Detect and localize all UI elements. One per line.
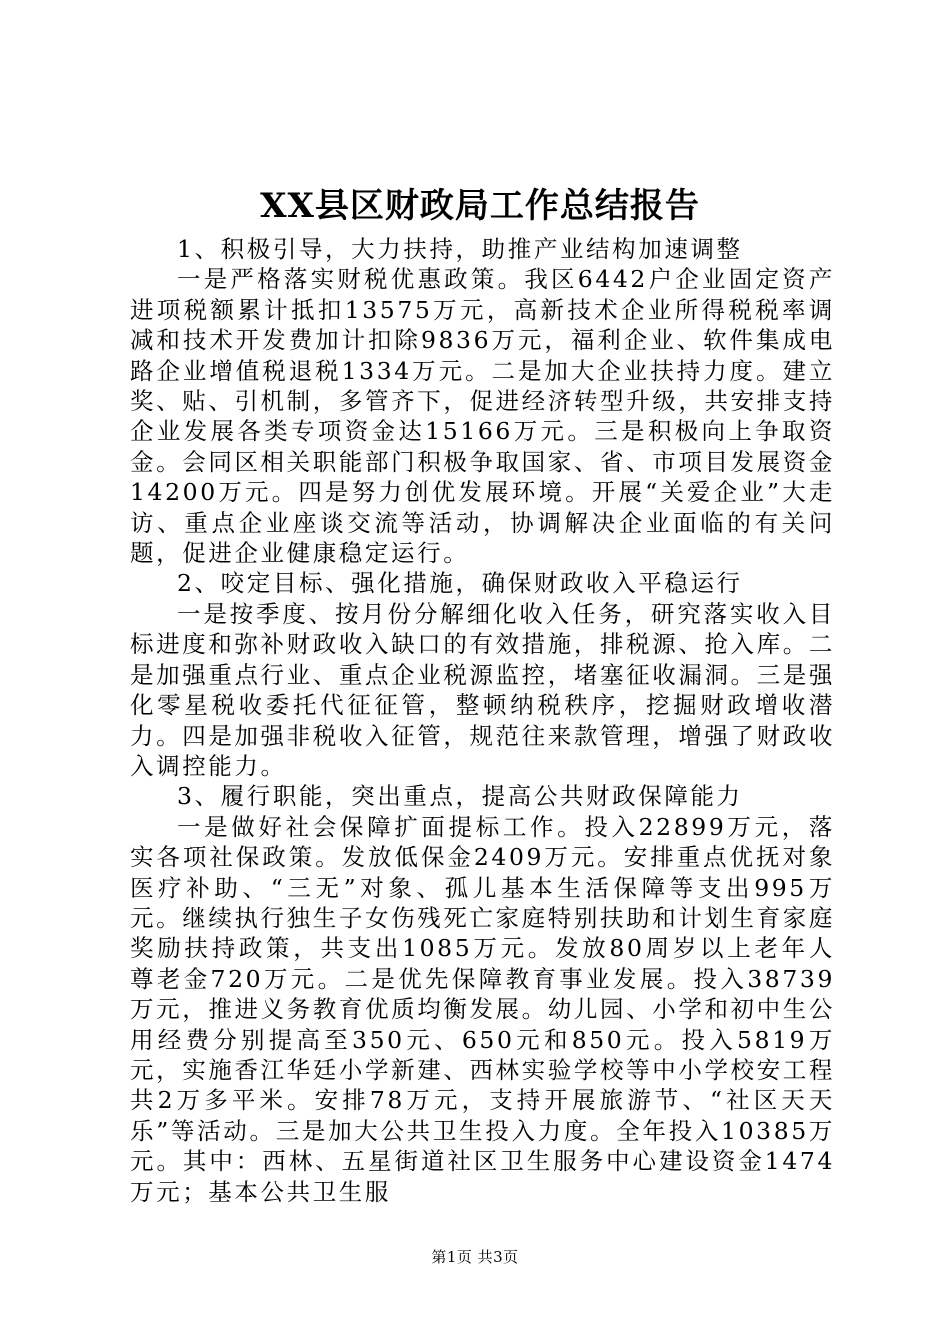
section-paragraph-2: 一是按季度、按月份分解细化收入任务，研究落实收入目标进度和弥补财政收入缺口的有效措施，排税源、抢入库。二是加强重点行业、重点企业税源监控，堵塞征收漏洞。三是强化零星税收委托代征征管，整顿纳税秩序，挖掘财政增收潜力。四是加强非税收入征管，规范往来款管理，增强了财政收入调控能力。 — [130, 599, 835, 780]
section-heading-3: 3、履行职能，突出重点，提高公共财政保障能力 — [177, 782, 743, 811]
section-paragraph-1: 一是严格落实财税优惠政策。我区6442户企业固定资产进项税额累计抵扣13575万元，高新技术企业所得税税率调减和技术开发费加计扣除9836万元，福利企业、软件集成电路企业增值税退税1334万元。二是加大企业扶持力度。建立奖、贴、引机制，多管齐下，促进经济转型升级，共安排支持企业发展各类专项资金达15166万元。三是积极向上争取资金。会同区相关职能部门积极争取国家、省、市项目发展资金14200万元。四是努力创优发展环境。开展“关爱企业”大走访、重点企业座谈交流等活动，协调解决企业面临的有关问题，促进企业健康稳定运行。 — [130, 265, 835, 568]
page-title: XX县区财政局工作总结报告 — [260, 186, 700, 226]
page-footer: 第1页 共3页 — [431, 1248, 519, 1266]
section-heading-2: 2、咬定目标、强化措施，确保财政收入平稳运行 — [177, 569, 743, 598]
document-body — [130, 234, 835, 1207]
section-paragraph-3: 一是做好社会保障扩面提标工作。投入22899万元，落实各项社保政策。发放低保金2409万元。安排重点优抚对象医疗补助、“三无”对象、孤儿基本生活保障等支出995万元。继续执行独生子女伤残死亡家庭特别扶助和计划生育家庭奖励扶持政策，共支出1085万元。发放80周岁以上老年人尊老金720万元。二是优先保障教育事业发展。投入38739万元，推进义务教育优质均衡发展。幼儿园、小学和初中生公用经费分别提高至350元、650元和850元。投入5819万元，实施香江华廷小学新建、西林实验学校等中小学校安工程共2万多平米。安排78万元，支持开展旅游节、“社区天天乐”等活动。三是加大公共卫生投入力度。全年投入10385万元。其中：西林、五星街道社区卫生服务中心建设资金1474万元；基本公共卫生服 — [130, 812, 835, 1206]
section-heading-1: 1、积极引导，大力扶持，助推产业结构加速调整 — [177, 235, 743, 263]
